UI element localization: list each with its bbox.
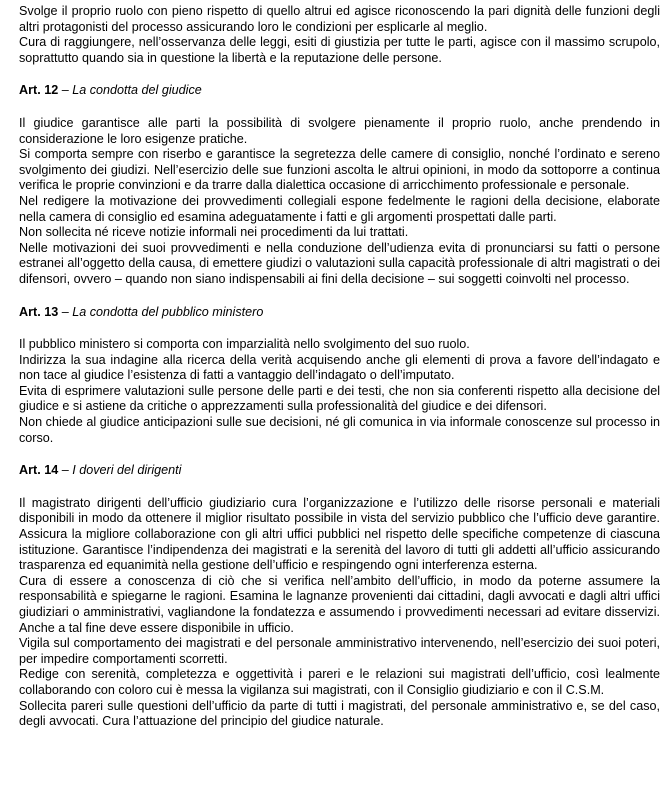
article-paragraph: Sollecita pareri sulle questioni dell’ufficio da parte di tutti i magistrati, del personale amministrativo e, se del caso, degli avvocati. Cura l’attuazione del principio del giudice naturale. [19,698,660,729]
article-separator: – [61,304,69,319]
article-12 [19,83,660,287]
article-separator: – [61,83,69,98]
article-paragraph: Indirizza la sua indagine alla ricerca della verità acquisendo anche gli elementi di prova a favore dell’indagato e non tace al giudice l’esistenza di fatti a vantaggio dell’indagato o dell’imputato. [19,352,660,383]
article-paragraph: Il magistrato dirigenti dell’ufficio giudiziario cura l’organizzazione e l’utilizzo delle risorse personali e materiali disponibili in modo da ottenere il miglior risultato possibile in vista del servizio pubblico che l’ufficio deve garantire. Assicura la migliore collaborazione con gli altri uffici pubblici nel rispetto delle specifiche competenze di ciascuna istituzione. Garantisce l’indipendenza dei magistrati e la serenità del lavoro di tutti gli addetti all’ufficio assicurando trasparenza ed equanimità nella gestione dell’ufficio e respingendo ogni interferenza esterna. [19,495,660,573]
article-heading [19,83,660,99]
article-paragraph: Il pubblico ministero si comporta con imparzialità nello svolgimento del suo ruolo. [19,337,470,352]
article-body [19,337,660,446]
intro-section [19,4,660,66]
intro-paragraph: Svolge il proprio ruolo con pieno rispetto di quello altrui ed agisce riconoscendo la pari dignità delle funzioni degli altri protagonisti del processo assicurando loro le condizioni per esplicarle al meglio. [19,4,660,34]
article-title: I doveri del dirigenti [72,463,182,478]
article-title: La condotta del giudice [72,83,202,98]
article-paragraph: Nel redigere la motivazione dei provvedimenti collegiali espone fedelmente le ragioni della decisione, elaborate nella camera di consiglio ed esamina adeguatamente i fatti e gli argomenti prospettati dalle parti. [19,193,660,224]
article-paragraph: Vigila sul comportamento dei magistrati e del personale amministrativo intervenendo, nell’esercizio dei suoi poteri, per impedire comportamenti scorretti. [19,636,660,666]
article-paragraph: Si comporta sempre con riserbo e garantisce la segretezza delle camere di consiglio, nonché l’ordinato e sereno svolgimento dei giudizi. Nell’esercizio delle sue funzioni ascolta le altrui opinioni, in modo da sottoporre a continua verifica le proprie convinzioni e da trarre dalla dialettica occasione di arricchimento professionale e personale. [19,147,660,193]
article-14 [19,463,660,730]
article-number: Art. 14 [19,463,59,478]
article-separator: – [61,463,69,478]
article-paragraph: Nelle motivazioni dei suoi provvedimenti e nella conduzione dell’udienza evita di pronunciarsi su fatti o persone estranei all’oggetto della causa, di emettere giudizi o valutazioni sulla capacità professionale di altri magistrati o dei difensori, ovvero – quando non siano indispensabili ai fini della decisione – sui soggetti coinvolti nel processo. [19,240,660,286]
article-number: Art. 12 [19,83,59,98]
article-paragraph: Evita di esprimere valutazioni sulle persone delle parti e dei testi, che non sia conferenti rispetto alla decisione del giudice e si astiene da critiche o apprezzamenti sulla professionalità del giudice e dei difensori. [19,383,660,414]
document-page [19,4,660,730]
article-paragraph: Cura di essere a conoscenza di ciò che si verifica nell’ambito dell’ufficio, in modo da poterne assumere la responsabilità e spiegarne le ragioni. Esamina le lagnanze provenienti dai cittadini, dagli avvocati e dagli altri uffici giudiziari o amministrativi, vagliandone la fondatezza e assumendo i provvedimenti necessari ad evitare disservizi. Anche a tal fine deve essere disponibile in ufficio. [19,573,660,635]
article-title: La condotta del pubblico ministero [72,304,264,319]
article-heading [19,463,660,479]
article-paragraph: Non sollecita né riceve notizie informali nei procedimenti da lui trattati. [19,225,409,240]
article-heading [19,305,660,321]
article-13 [19,305,660,447]
article-paragraph: Redige con serenità, completezza e oggettività i pareri e le relazioni sui magistrati dell’ufficio, così lealmente collaborando con coloro cui è messa la vigilanza sui magistrati, con il Consiglio giudiziario e con il C.S.M. [19,667,660,697]
article-paragraph: Il giudice garantisce alle parti la possibilità di svolgere pienamente il proprio ruolo, anche prendendo in considerazione le loro esigenze pratiche. [19,115,660,146]
article-paragraph: Non chiede al giudice anticipazioni sulle sue decisioni, né gli comunica in via informale conoscenze sul processo in corso. [19,415,660,445]
article-number: Art. 13 [19,304,59,319]
intro-paragraph: Cura di raggiungere, nell’osservanza delle leggi, esiti di giustizia per tutte le parti, agisce con il massimo scrupolo, soprattutto quando sia in questione la libertà e la reputazione delle persone. [19,35,660,65]
article-body [19,496,660,730]
article-body [19,116,660,288]
